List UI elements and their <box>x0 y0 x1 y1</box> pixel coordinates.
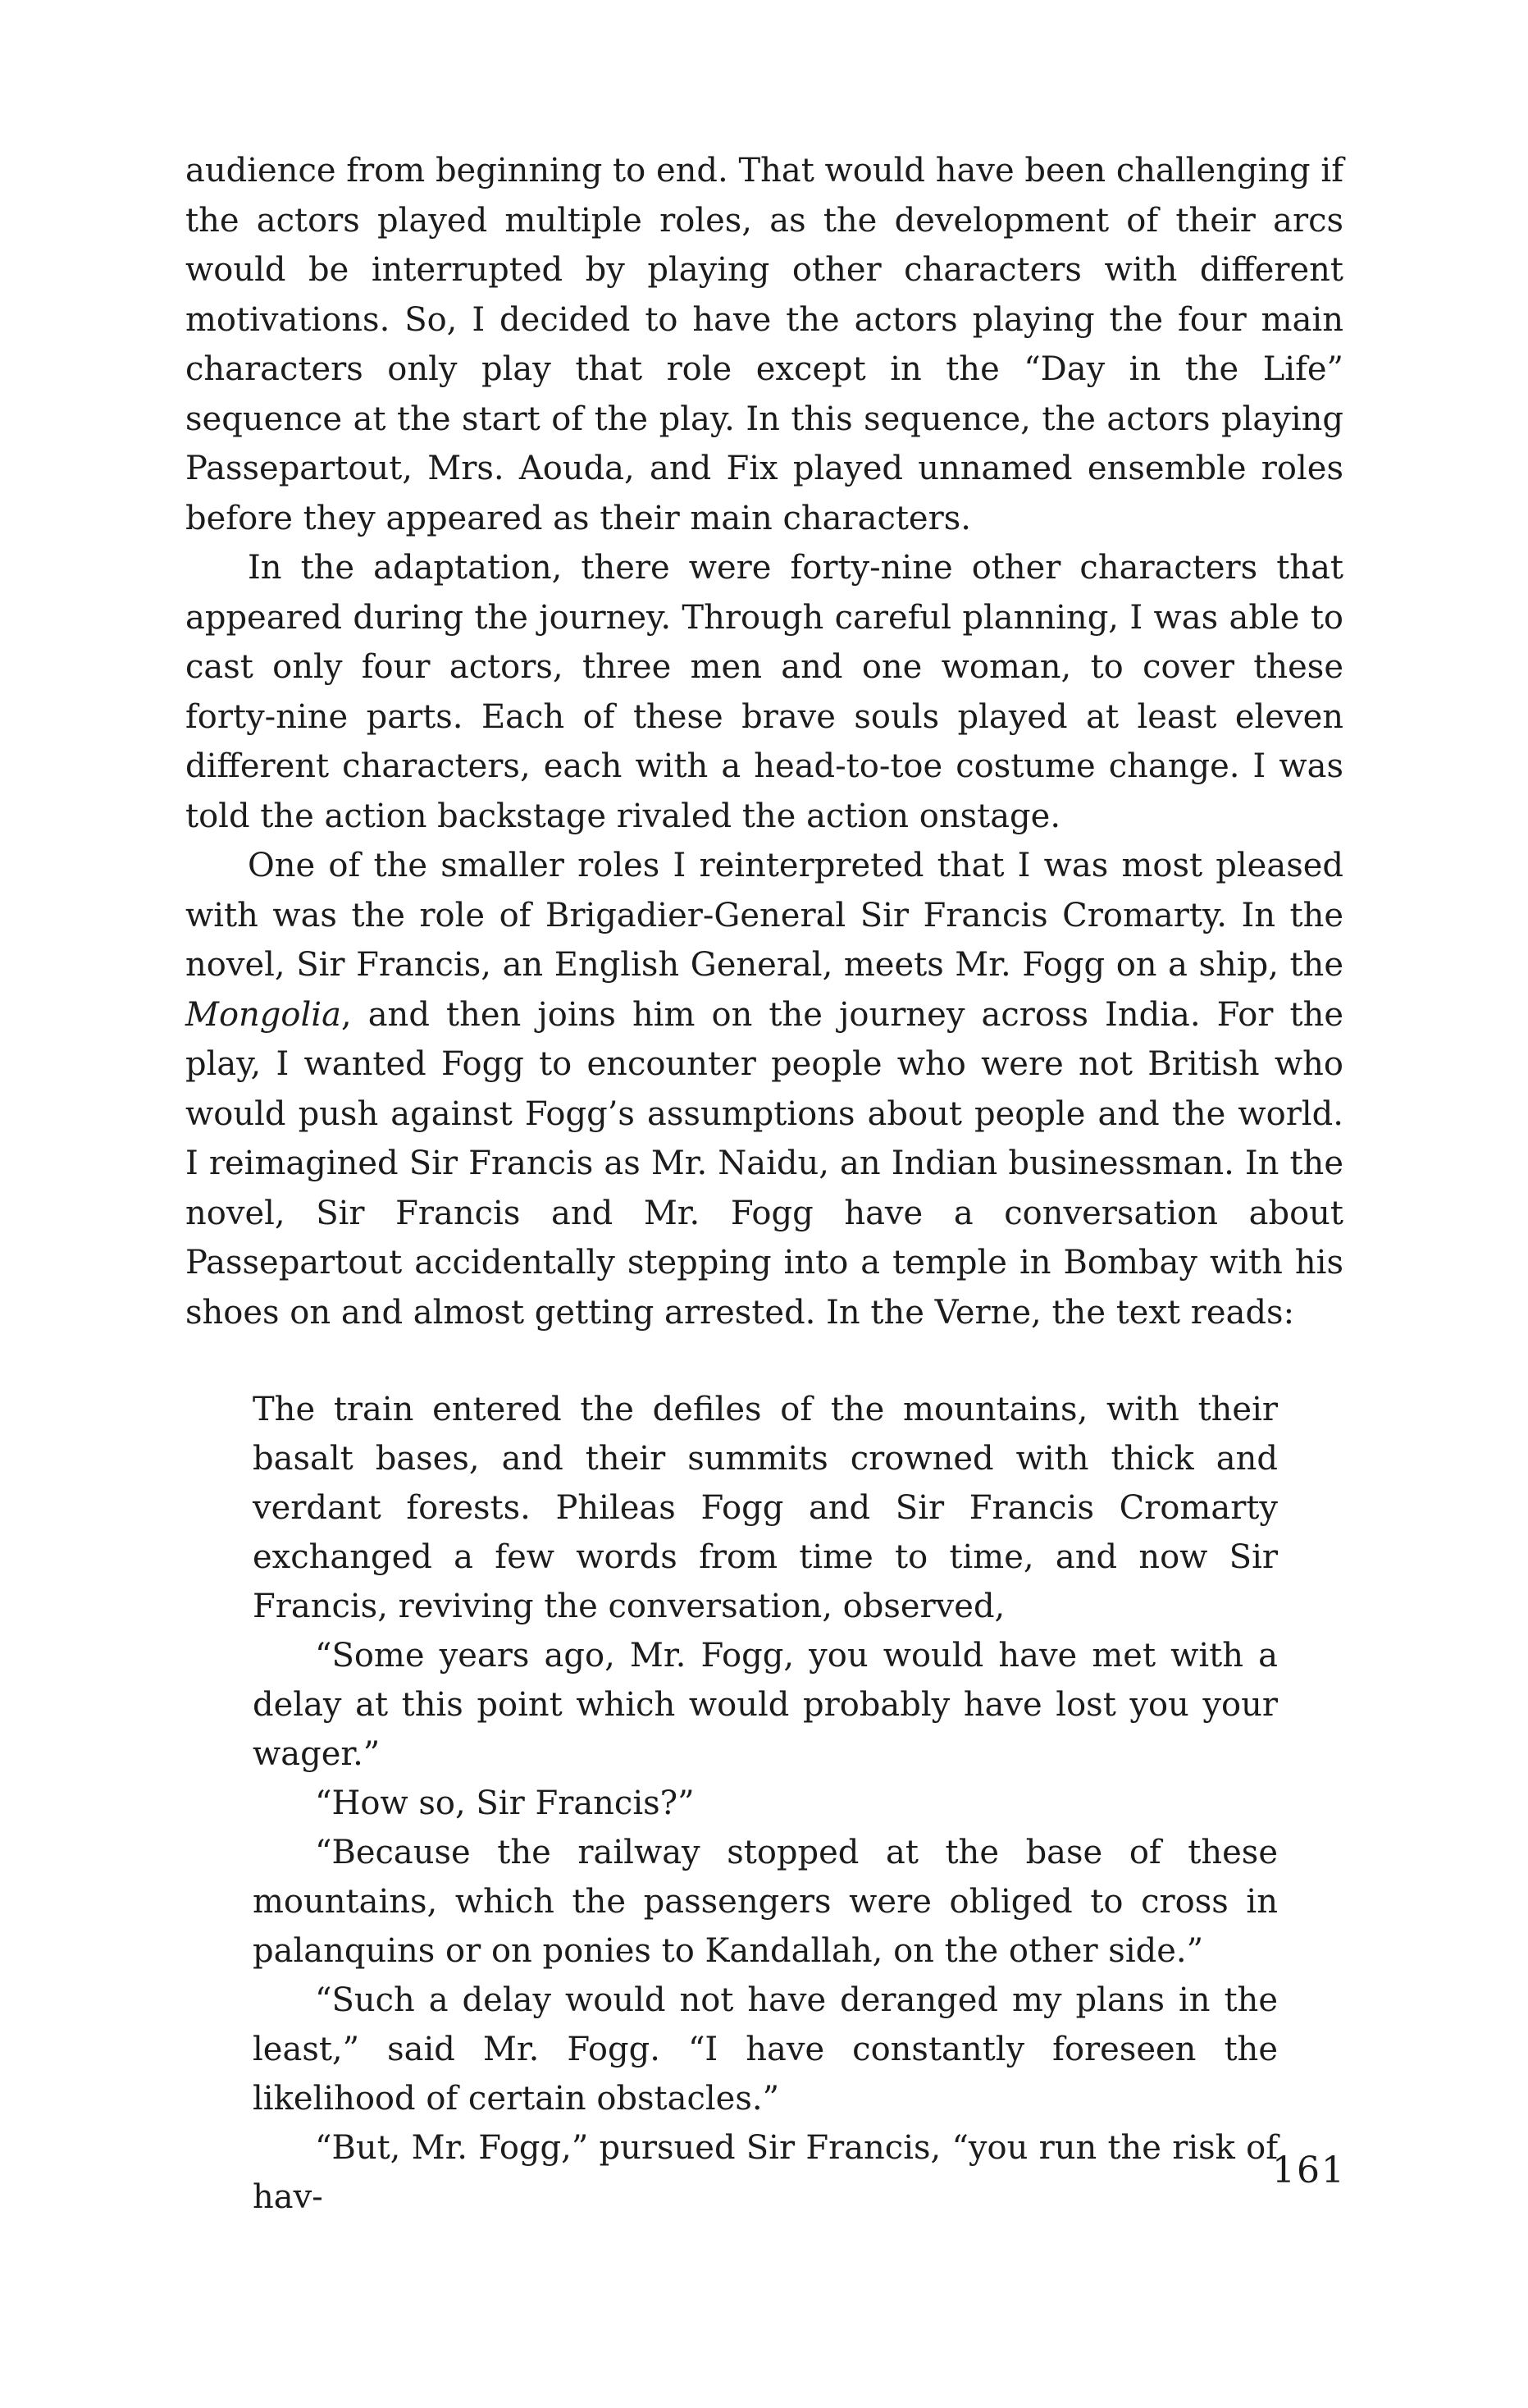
quote-dialogue-5: “But, Mr. Fogg,” pursued Sir Francis, “you run the risk of hav- <box>253 2129 1278 2216</box>
quote-dialogue-4: “Such a delay would not have deranged my plans in the least,” said Mr. Fogg. “I have constantly foreseen the likelihood of certain obstacles.” <box>253 1981 1278 2118</box>
ship-name: Mongolia <box>185 995 341 1034</box>
paragraph-text-end: , and then joins him on the journey across India. For the play, I wanted Fogg to encounter people who were not British who would push against Fogg’s assumptions about people and the world. I reimagined Sir Francis as Mr. Naidu, an Indian businessman. In the novel, Sir Francis and Mr. Fogg have a conversation about Passepartout accidentally stepping into a temple in Bombay with his shoes on and almost getting arrested. In the Verne, the text reads: <box>185 995 1343 1332</box>
quote-dialogue-2: “How so, Sir Francis?” <box>315 1784 695 1822</box>
paragraph-sir-francis <box>185 841 1343 1337</box>
page-number: 161 <box>1272 2150 1346 2191</box>
paragraph-continuation: audience from beginning to end. That would have been challenging if the actors played multiple roles, as the development of their arcs would be interrupted by playing other characters with different motivations. So, I decided to have the actors playing the four main characters only play that role except in the “Day in the Life” sequence at the start of the play. In this sequence, the actors playing Passepartout, Mrs. Aouda, and Fix played unnamed ensemble roles before they appeared as their main characters. <box>185 152 1343 537</box>
paragraph-adaptation: In the adaptation, there were forty-nine other characters that appeared during the journey. Through careful planning, I was able to cast only four actors, three men and one woman, to cover these forty-nine parts. Each of these brave souls played at least eleven different characters, each with a head-to-toe costume change. I was told the action backstage rivaled the action onstage. <box>185 549 1343 835</box>
quote-narration: The train entered the defiles of the mountains, with their basalt bases, and their summits crowned with thick and verdant forests. Phileas Fogg and Sir Francis Cromarty exchanged a few words from time to time, and now Sir Francis, reviving the conversation, observed, <box>253 1391 1278 1625</box>
body-text <box>185 146 1343 1337</box>
quote-dialogue-1: “Some years ago, Mr. Fogg, you would have met with a delay at this point which would probably have lost you your wager.” <box>253 1637 1278 1773</box>
paragraph-text-start: One of the smaller roles I reinterpreted that I was most pleased with was the role of Brigadier-General Sir Francis Cromarty. In the novel, Sir Francis, an English General, meets Mr. Fogg on a ship, the <box>185 847 1343 984</box>
block-quote <box>253 1385 1278 2222</box>
quote-dialogue-3: “Because the railway stopped at the base of these mountains, which the passengers were obliged to cross in palanquins or on ponies to Kandallah, on the other side.” <box>253 1834 1278 1970</box>
